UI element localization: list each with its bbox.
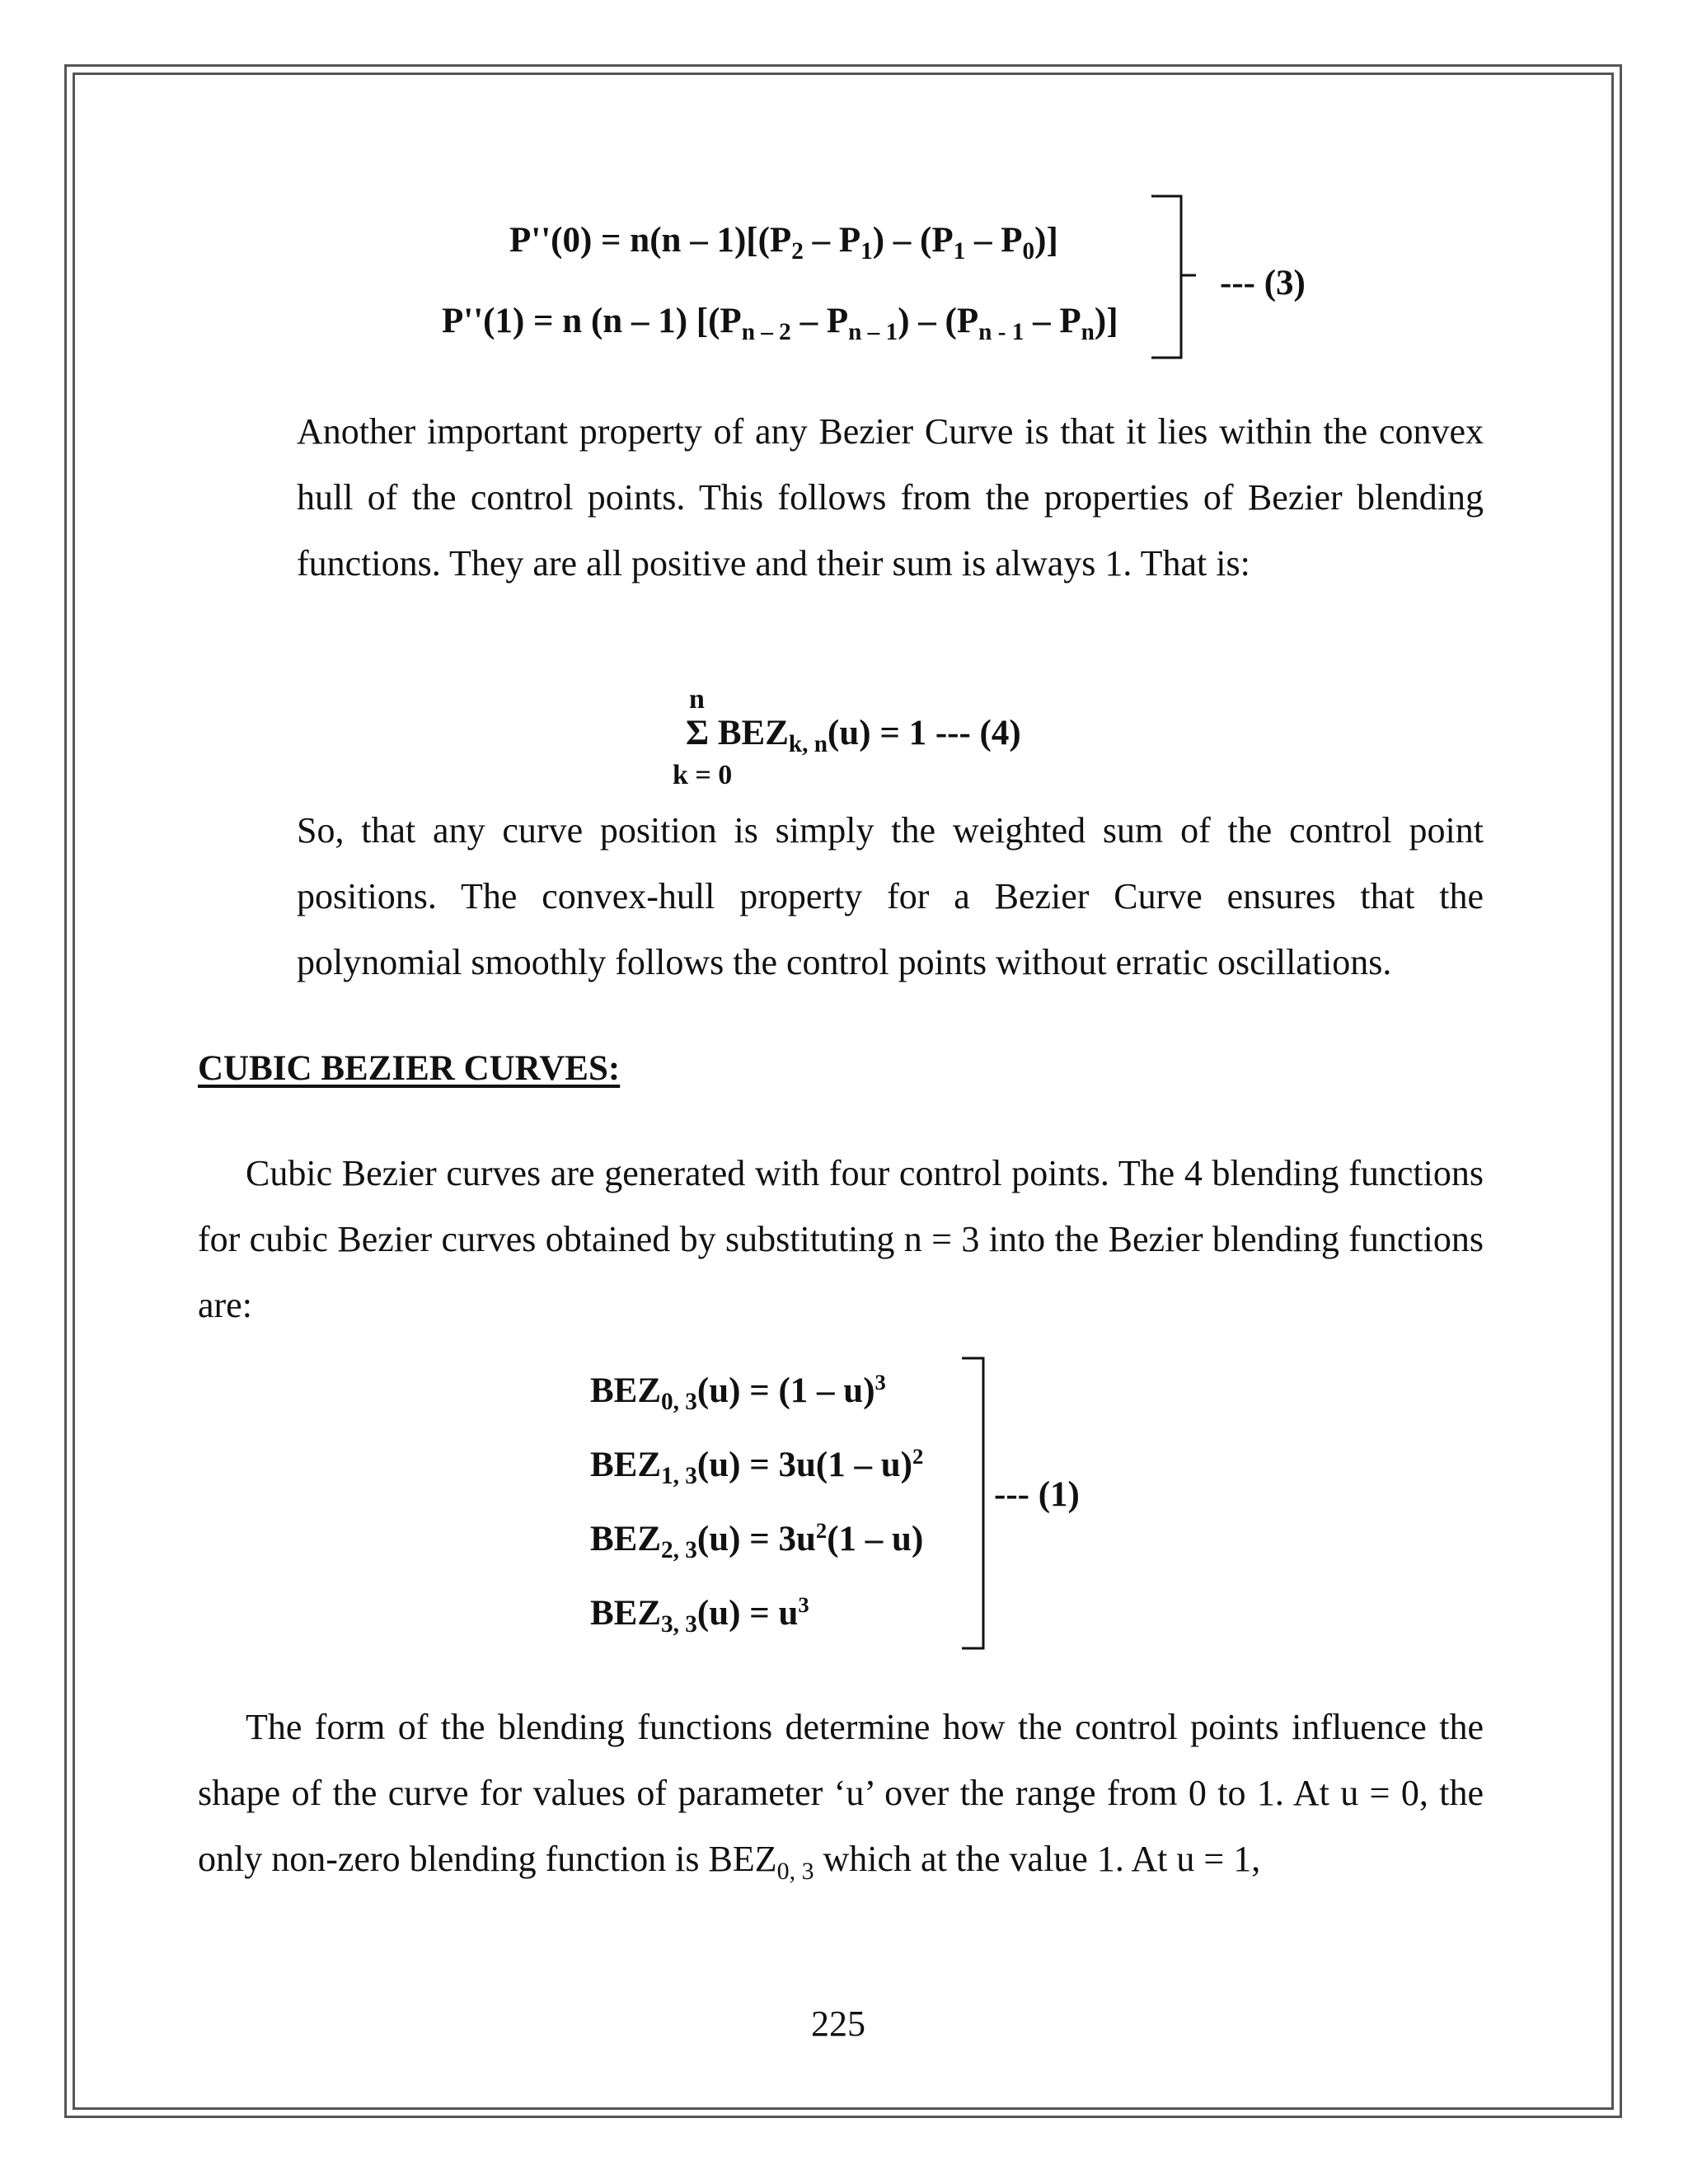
- cubic-equation-1: $BEZ_{1, 3}(u) = 3u(1 - u)^2$: [590, 1444, 924, 1490]
- sum-lower-limit: k = 0: [673, 760, 733, 790]
- equation-p2-0: $P''(0) = n(n - 1)[(P_2 - P_1) - (P_1 - P_0)]$: [509, 221, 1058, 265]
- sum-equation: Σ $BEZ_{k, n}(u) = 1$ --- (4): [686, 714, 1021, 758]
- cubic-label-1: --- (1): [994, 1475, 1080, 1514]
- sum-upper-limit: n: [689, 684, 705, 715]
- equation-label-3: --- (3): [1220, 264, 1306, 302]
- section-heading: CUBIC BEZIER CURVES:: [198, 1049, 621, 1088]
- equation-brace: [1150, 194, 1199, 359]
- paragraph-cubic-intro: Cubic Bezier curves are generated with four control points. The 4 blending functions for cubic Bezier curves obtained by substituting n = 3 into the Bezier blending functions are:: [198, 1153, 1484, 1325]
- paragraph-blending-form: The form of the blending functions determine how the control points influence the shape of the curve for values of parameter ‘u’ over the range from 0 to 1. At u = 0, the only non-zero blending function is $BEZ_{0, 3}$ which at the value 1. At u = 1,: [198, 1707, 1484, 1885]
- cubic-brace: [960, 1357, 993, 1650]
- paragraph-convex-hull: Another important property of any Bezier Curve is that it lies within the convex hull of the control points. This follows from the properties of Bezier blending functions. They are all positive and their sum is always 1. That is:: [297, 411, 1484, 583]
- page-number: 225: [811, 2004, 865, 2044]
- cubic-equation-0: $BEZ_{0, 3}(u) = (1 - u)^3$: [590, 1370, 886, 1416]
- cubic-equation-3: $BEZ_{3, 3}(u) = u^3$: [590, 1592, 809, 1638]
- equation-p2-1: P''(1) = n (n – 1) $[(P_{n - 2} - P_{n - 1}) - (P_{n - 1} - P_n)]$: [442, 302, 1118, 346]
- cubic-equation-2: $BEZ_{2, 3}(u) = 3u^2(1 - u)$: [590, 1518, 924, 1564]
- paragraph-weighted-sum: So, that any curve position is simply the weighted sum of the control point positions. The convex-hull property for a Bezier Curve ensures that the polynomial smoothly follows the control points without erratic oscillations.: [297, 810, 1484, 982]
